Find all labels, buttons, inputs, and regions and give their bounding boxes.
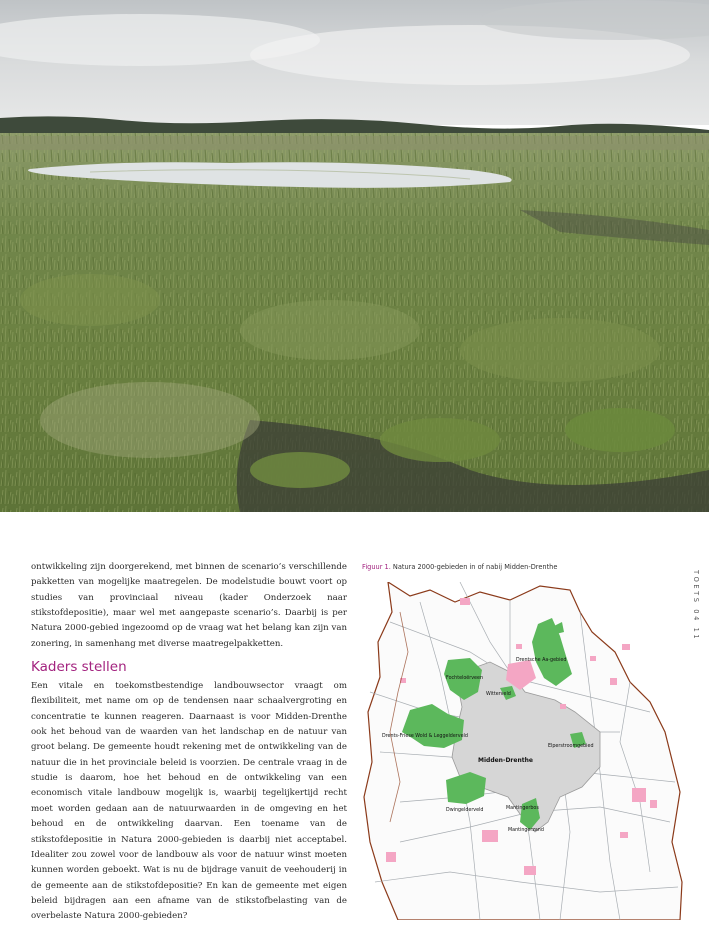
figure-caption xyxy=(362,563,662,571)
label-fochteloerveen: Fochteloërveen xyxy=(446,676,484,681)
map-graphic xyxy=(360,582,685,920)
label-midden-drenthe: Midden-Drenthe xyxy=(478,757,533,764)
article-text xyxy=(31,560,347,925)
label-dwingelderveld: Dwingelderveld xyxy=(446,808,484,813)
natura2000-map xyxy=(360,582,685,920)
running-head: TOETS 04 11 xyxy=(692,570,700,642)
paragraph-kaders: Een vitale en toekomstbestendige landbouwsector vraagt om flexibiliteit, met name om op de tendensen naar schaalvergroting en concentratie te kunnen reageren. Daarnaast is voor Midden-Drenthe ook het behoud van de waarden van het landschap en de natuur van groot belang. De gemeente houdt rekening met de ontwikkeling van de natuur die in het provinciale beleid is voorzien. De centrale vraag in de studie is daarom, hoe het behoud en de ontwikkeling van een economisch vitale landbouw mogelijk is, waarbij tegelijkertijd recht moet worden gedaan aan de natuurwaarden in de omgeving en het behoud en de ontwikkeling daarvan. Een toename van de stikstofdepositie in Natura 2000-gebieden is daarbij niet acceptabel. Idealiter zou zowel voor de landbouw als voor de natuur winst moeten kunnen worden geboekt. Wat is nu de bijdrage vanuit de veehouderij in de gemeente aan de stikstofdepositie? En kan de gemeente met eigen beleid bijdragen aan een afname van de stikstofbelasting van de overbelaste Natura 2000-gebieden? xyxy=(31,681,347,922)
label-elperstroomgebied: Elperstroomgebied xyxy=(548,744,594,749)
label-mantingerbos: Mantingerbos xyxy=(506,806,539,811)
section-heading: Kaders stellen xyxy=(31,659,127,676)
figure-caption-text: Natura 2000-gebieden in of nabij Midden-Drenthe xyxy=(390,563,558,571)
paragraph-intro: ontwikkeling zijn doorgerekend, met binnen de scenario’s verschillende pakketten van mogelijke maatregelen. De modelstudie bouwt voort op studies van provinciaal niveau (kader Onderzoek naar stikstofdepositie), maar wel met aangepaste scenario’s. Daarbij is per Natura 2000-gebied ingezoomd op de vraag wat het belang kan zijn van zonering, in samenhang met diverse maatregelpakketten. xyxy=(31,562,347,649)
label-witterveld: Witterveld xyxy=(486,692,511,697)
label-drentsche-aa: Drentsche Aa-gebied xyxy=(516,658,567,663)
label-mantingerzand: Mantingerzand xyxy=(508,828,544,833)
label-drents-friese-wold: Drents-Friese Wold & Leggelderveld xyxy=(382,734,468,739)
figure-label: Figuur 1. xyxy=(362,563,391,571)
